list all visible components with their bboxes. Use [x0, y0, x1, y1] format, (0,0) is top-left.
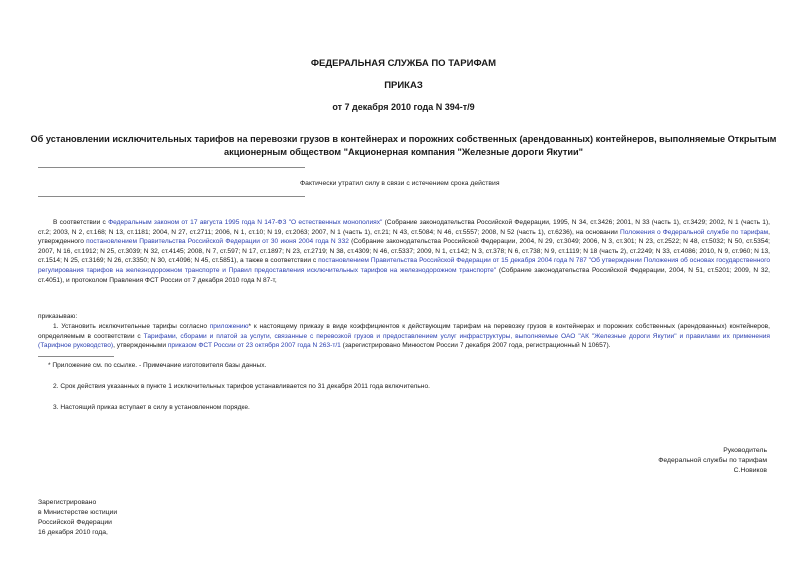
link-tariff-guide[interactable]: Тарифами, сборами и платой за услуги, связанные с перевозкой грузов и предоставлением услуг инфраструктуры, выполняемые ОАО "АК "Железные дороги Якутии" и правилами их применения (Тарифное руководство): [38, 332, 770, 350]
clause-1-paragraph: [38, 322, 770, 351]
footnote-divider: [38, 356, 114, 357]
preamble-text-3: , утвержденного: [38, 228, 770, 246]
signature-position: Руководитель: [723, 447, 767, 454]
status-note: Фактически утратил силу в связи с истечением срока действия: [300, 180, 500, 187]
link-government-decree-332[interactable]: постановлением Правительства Российской Федерации от 30 июня 2004 года N 332: [86, 238, 349, 246]
link-fst-regulation[interactable]: Положения о Федеральной службе по тарифам: [620, 228, 769, 236]
link-fst-order-263[interactable]: приказом ФСТ России от 23 октября 2007 года N 263-т/1: [167, 342, 341, 350]
clause-1-text-2: * к настоящему приказу в виде коэффициентов к действующим тарифам на перевозку грузов в контейнерах и порожних собственных (арендованных) контейнеров, определяемым в соответствии с: [38, 323, 770, 340]
registration-line-4: 16 декабря 2010 года,: [38, 529, 108, 536]
document-title: Об установлении исключительных тарифов на перевозки грузов в контейнерах и порожних собственных (арендованных) контейнеров, выполняемые Открытым акционерным обществом "Акционерная компания "Железные дороги Якутии": [30, 134, 777, 157]
footnote: * Приложение см. по ссылке. - Примечание изготовителя базы данных.: [48, 362, 267, 369]
link-government-decree-787[interactable]: постановлением Правительства Российской Федерации от 15 декабря 2004 года N 787 "Об утверждении Положения об основах государственного регулирования тарифов на железнодорожном транспорте и Правил предоставления исключительных тарифов на железнодорожном транспорте": [38, 257, 770, 274]
divider-top: [38, 167, 305, 168]
order-word: приказываю:: [38, 313, 78, 320]
date-number-heading: от 7 декабря 2010 года N 394-т/9: [332, 102, 475, 112]
preamble-text-5: (Собрание законодательства Российской Федерации, 2004, N 51, ст.5201; 2009, N 32, ст.4051), и протоколом Правления ФСТ России от 7 декабря 2010 года N 87-т,: [38, 266, 770, 284]
registration-line-1: Зарегистрировано: [38, 499, 97, 506]
registration-line-3: Российской Федерации: [38, 519, 112, 526]
divider-bottom: [38, 196, 305, 197]
signature-agency: Федеральной службы по тарифам: [658, 457, 767, 464]
registration-line-2: в Министерстве юстиции: [38, 509, 118, 516]
preamble-text-2: (Собрание законодательства Российской Федерации, 1995, N 34, ст.3426; 2001, N 33 (часть 1), ст.3429; 2002, N 1 (часть 1), ст.2; 2003, N 2, ст.168; N 13, ст.1181; 2004, N 27, ст.2711; 2006, N 1, ст.10; N 19, ст.2063; 2007, N 1 (часть 1), ст.21; N 43, ст.5084; N 46, ст.5557; 2008, N 52 (часть 1), ст.6236), на основании: [38, 219, 770, 236]
registration-block: [38, 498, 117, 538]
clause-1-text-1: 1. Установить исключительные тарифы согласно: [53, 323, 210, 330]
clause-1-text-3: , утвержденными: [113, 342, 168, 350]
doc-type-heading: ПРИКАЗ: [384, 80, 423, 91]
agency-heading: ФЕДЕРАЛЬНАЯ СЛУЖБА ПО ТАРИФАМ: [310, 58, 497, 69]
link-federal-law[interactable]: Федеральным законом от 17 августа 1995 года N 147-ФЗ "О естественных монополиях": [108, 219, 383, 226]
signature-name: С.Новиков: [733, 467, 767, 474]
signature-block: [658, 446, 767, 476]
clause-3-paragraph: 3. Настоящий приказ вступает в силу в установленном порядке.: [53, 404, 250, 411]
link-appendix[interactable]: приложению: [209, 323, 249, 330]
preamble-text-1: В соответствии с: [53, 219, 109, 226]
preamble-paragraph: [38, 218, 770, 285]
clause-1-text-4: (зарегистрировано Минюстом России 7 декабря 2007 года, регистрационный N 10657).: [340, 342, 611, 350]
clause-2-paragraph: 2. Срок действия указанных в пункте 1 исключительных тарифов устанавливается по 31 декабря 2011 года включительно.: [53, 383, 430, 390]
preamble-text-4: (Собрание законодательства Российской Федерации, 2004, N 29, ст.3049; 2006, N 3, ст.301; N 23, ст.2522; N 48, ст.5032; N 50, ст.5354; 2007, N 16, ст.1912; N 25, ст.3039; N 32, ст.4145; 2008, N 7, ст.597; N 17, ст.1897; N 23, ст.2719; N 38, ст.4309; N 46, ст.5337; 2009, N 1, ст.142; N 3, ст.378; N 6, ст.738; N 9, ст.1119; N 18 (часть 2), ст.2249; N 33, ст.4086; 2010, N 9, ст.960; N 13, ст.1514; N 25, ст.3169; N 26, ст.3350; N 30, ст.4096; N 45, ст.5851), а также в соответствии с: [38, 238, 771, 265]
